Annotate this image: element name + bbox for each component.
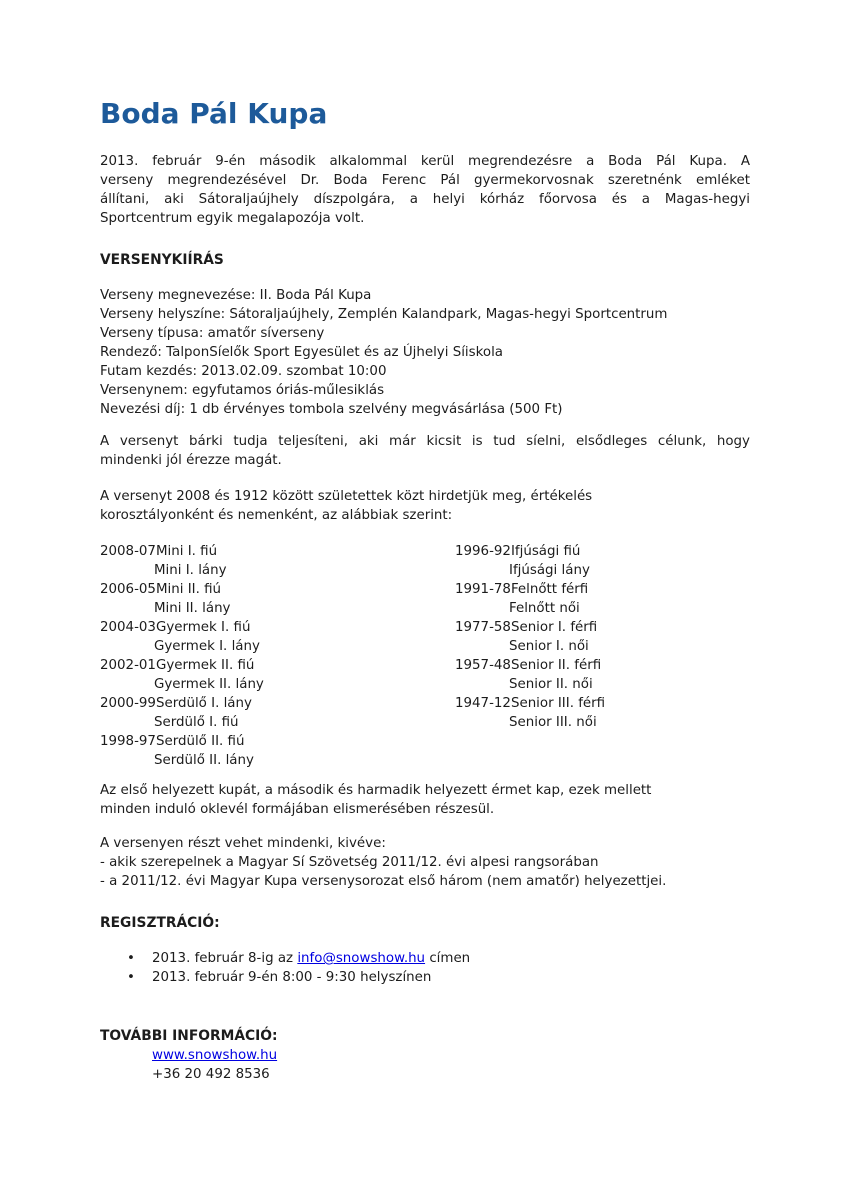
section-heading-versenykiiras: VERSENYKIÍRÁS (100, 252, 224, 268)
category-label: Mini II. lány (154, 601, 231, 616)
paragraph-anyone (100, 432, 750, 470)
bullet-text: címen (425, 951, 471, 966)
text-line: - a 2011/12. évi Magyar Kupa versenysorozat első három (nem amatőr) helyezettjei. (100, 874, 667, 889)
text-line: A versenyt 2008 és 1912 között születettek közt hirdetjük meg, értékelés (100, 489, 593, 504)
email-link[interactable]: info@snowshow.hu (297, 951, 426, 966)
paragraph-exceptions (100, 834, 750, 891)
detail-line: Verseny típusa: amatőr síverseny (100, 326, 325, 341)
detail-line: Rendező: TalponSíelők Sport Egyesület és az Újhelyi Síiskola (100, 345, 504, 360)
category-label: Senior II. női (509, 677, 593, 692)
category-label: Ifjúsági lány (509, 563, 590, 578)
registration-item-onsite: • 2013. február 9-én 8:00 - 9:30 helyszínen (127, 968, 750, 987)
text-line: - akik szerepelnek a Magyar Sí Szövetség 2011/12. évi alpesi rangsorában (100, 855, 599, 870)
category-row (100, 599, 455, 618)
category-row (455, 542, 750, 561)
text-line: 2013. február 9-én második alkalommal kerül megrendezésre a Boda Pál Kupa. A (100, 154, 750, 169)
text-line: Sportcentrum egyik megalapozója volt. (100, 211, 365, 226)
category-row (455, 713, 750, 732)
category-label: Mini I. lány (154, 563, 227, 578)
category-row (100, 675, 455, 694)
year-range: 1996-92 (455, 544, 511, 559)
category-label: Felnőtt női (509, 601, 580, 616)
detail-line: Verseny megnevezése: II. Boda Pál Kupa (100, 288, 372, 303)
website-link[interactable]: www.snowshow.hu (152, 1048, 278, 1063)
section-heading-tovabbi-informacio: TOVÁBBI INFORMÁCIÓ: (100, 1028, 278, 1044)
category-row (455, 599, 750, 618)
category-row (100, 694, 455, 713)
category-table (100, 542, 750, 770)
category-row (100, 561, 455, 580)
detail-line: Nevezési díj: 1 db érvényes tombola szelvény megvásárlása (500 Ft) (100, 402, 563, 417)
category-label: Ifjúsági fiú (510, 544, 581, 559)
category-row (100, 656, 455, 675)
paragraph-birth-years (100, 487, 750, 525)
category-row (455, 637, 750, 656)
category-row (100, 713, 455, 732)
text-line: verseny megrendezésével Dr. Boda Ferenc Pál gyermekorvosnak szeretnénk emléket (100, 173, 750, 188)
category-label: Senior III. férfi (510, 696, 606, 711)
category-column-left (100, 542, 455, 770)
year-range: 1957-48 (455, 658, 511, 673)
registration-item-email (127, 949, 750, 968)
text-line: állítani, aki Sátoraljaújhely díszpolgára, a helyi kórház főorvosa és a Magas-hegyi (100, 192, 750, 207)
category-row (100, 542, 455, 561)
page-title: Boda Pál Kupa (100, 97, 328, 130)
category-label: Gyermek I. lány (154, 639, 260, 654)
category-row (455, 694, 750, 713)
phone-number: +36 20 492 8536 (152, 1067, 270, 1082)
detail-line: Verseny helyszíne: Sátoraljaújhely, Zemplén Kalandpark, Magas-hegyi Sportcentrum (100, 307, 668, 322)
detail-line: Versenynem: egyfutamos óriás-műlesiklás (100, 383, 385, 398)
year-range: 2000-99 (100, 696, 156, 711)
text-line: minden induló oklevél formájában elismerésében részesül. (100, 802, 495, 817)
category-label: Senior III. női (509, 715, 597, 730)
category-label: Serdülő I. fiú (154, 715, 239, 730)
text-line: korosztályonként és nemenként, az alábbiak szerint: (100, 508, 453, 523)
year-range: 2006-05 (100, 582, 156, 597)
text-line: A versenyt bárki tudja teljesíteni, aki már kicsit is tud síelni, elsődleges célunk, hogy (100, 434, 750, 449)
year-range: 1947-12 (455, 696, 511, 711)
year-range: 1977-58 (455, 620, 511, 635)
year-range: 2004-03 (100, 620, 156, 635)
website-line (100, 1046, 750, 1065)
category-row (100, 618, 455, 637)
text-line: mindenki jól érezze magát. (100, 453, 282, 468)
category-label: Senior II. férfi (510, 658, 602, 673)
category-row (455, 675, 750, 694)
category-row (100, 637, 455, 656)
category-label: Gyermek II. fiú (155, 658, 255, 673)
category-column-right (455, 542, 750, 770)
category-row (100, 732, 455, 751)
paragraph-prizes (100, 781, 750, 819)
year-range: 1998-97 (100, 734, 156, 749)
category-row (455, 580, 750, 599)
category-label: Senior I. női (509, 639, 589, 654)
category-row (455, 618, 750, 637)
category-label: Felnőtt férfi (510, 582, 589, 597)
category-label: Serdülő I. lány (155, 696, 252, 711)
category-label: Mini II. fiú (155, 582, 222, 597)
year-range: 2008-07 (100, 544, 156, 559)
year-range: 2002-01 (100, 658, 156, 673)
category-row (455, 656, 750, 675)
section-heading-regisztracio: REGISZTRÁCIÓ: (100, 915, 220, 931)
registration-list (100, 949, 750, 987)
competition-details (100, 286, 750, 419)
text-line: Az első helyezett kupát, a második és harmadik helyezett érmet kap, ezek mellett (100, 783, 652, 798)
year-range: 1991-78 (455, 582, 511, 597)
detail-line: Futam kezdés: 2013.02.09. szombat 10:00 (100, 364, 387, 379)
category-label: Senior I. férfi (510, 620, 598, 635)
text-line: A versenyen részt vehet mindenki, kivéve: (100, 836, 386, 851)
bullet-text: 2013. február 8-ig az (152, 951, 298, 966)
category-label: Mini I. fiú (155, 544, 218, 559)
intro-paragraph (100, 152, 750, 228)
category-label: Serdülő II. lány (154, 753, 254, 768)
category-label: Serdülő II. fiú (155, 734, 245, 749)
category-label: Gyermek II. lány (154, 677, 264, 692)
category-row (455, 561, 750, 580)
category-row (100, 751, 455, 770)
category-label: Gyermek I. fiú (155, 620, 251, 635)
category-row (100, 580, 455, 599)
